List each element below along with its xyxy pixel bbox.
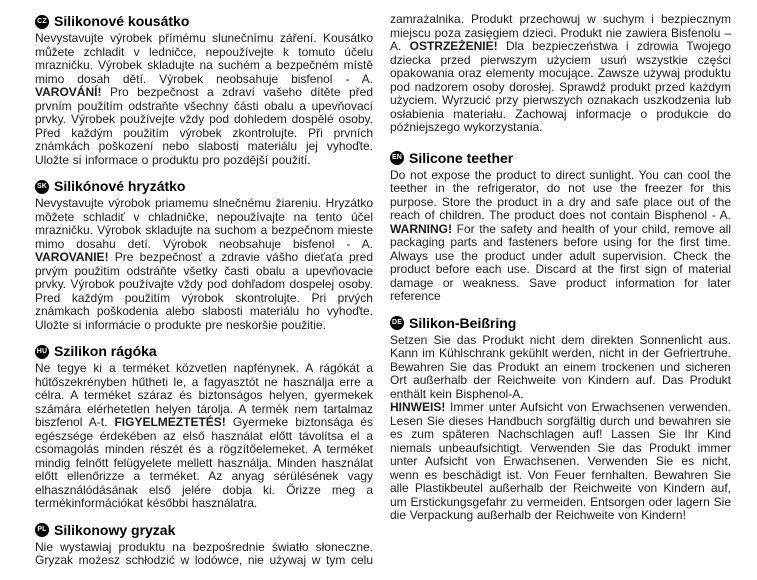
section-pl-title: Silikonowy gryzak bbox=[54, 521, 176, 538]
hu-language-badge-icon: HU bbox=[35, 345, 49, 359]
section-sk bbox=[35, 178, 373, 332]
section-en-heading bbox=[390, 150, 731, 167]
section-cz-title: Silikonové kousátko bbox=[54, 13, 190, 29]
section-de-body-para1: Setzen Sie das Produkt nicht dem direkten Sonnenlicht aus. Kann im Kühlschrank gekühlt werden, nicht in der Gefriertruhe. Bewahren Sie das Produkt an einem trockenen und sicheren Ort außerhalb der Reichweite von Kindern auf. Das Produkt enthält kein Bisphenol-A. bbox=[390, 332, 731, 401]
section-hu-title: Szilikon rágóka bbox=[54, 343, 157, 359]
section-cz-body: Nevystavujte výrobek přímému slunečnímu záření. Kousátko můžete zchladit v ledničce, nepoužívejte k tomuto účelu mrazničku. Výrobek skladujte na suchém a bezpečném místě mimo dosah dětí. Výrobek neobsahuje bisfenol - A. VAROVÁNÍ! Pro bezpečnost a zdraví vašeho dítěte před prvním použitím odstraňte všechny části obalu a upevňovací prvky. Výrobek používejte vždy pod dohledem dospělé osoby. Před každým použitím výrobek zkontrolujte. Při prvních známkách poškození nebo slabosti materiálu jej vyhoďte. Uložte si informace o produktu pro pozdější použití. bbox=[35, 31, 373, 167]
section-de bbox=[390, 315, 731, 523]
section-pl bbox=[35, 522, 373, 568]
section-sk-heading bbox=[35, 178, 373, 195]
section-hu-heading bbox=[35, 343, 373, 360]
section-sk-title: Silikónové hryzátko bbox=[54, 178, 186, 194]
section-pl-body-part1: Nie wystawiaj produktu na bezpośrednie światło słoneczne. Gryzak możesz schłodzić w lodówce, nie używaj w tym celu bbox=[35, 539, 373, 567]
section-en-title: Silicone teether bbox=[409, 149, 514, 166]
section-pl-body-part2: zamrażalnika. Produkt przechowuj w suchym i bezpiecznym miejscu poza zasięgiem dzieci. Produkt nie zawiera Bisfenolu – A. OSTRZEŻENIE! Dla bezpieczeństwa i zdrowia Twojego dziecka przed pierwszym użyciem usuń wszystkie części opakowania oraz elementy mocujące. Zawsze używaj produktu pod nadzorem osoby dorosłej. Sprawdź produkt przed każdym użyciem. Wyrzucić przy pierwszych oznakach uszkodzenia lub osłabienia materiału. Zachowaj informacje o produkcie do późniejszego wykorzystania. bbox=[390, 12, 731, 134]
en-language-badge-icon: EN bbox=[390, 151, 404, 165]
section-hu-body: Ne tegye ki a terméket közvetlen napfénynek. A rágókát a hűtőszekrényben hűtheti le, a fagyasztót ne használja erre a célra. A terméket száraz és biztonságos helyen, gyermekek számára elérhetetlen helyen tárolja. A termék nem tartalmaz biszfenol A-t. FIGYELMEZTETÉS! Gyermeke biztonsága és egészsége érdekében az első használat előtt távolítsa el a csomagolás minden részét és a rögzítőelemeket. A terméket mindig felnőtt felügyelete mellett használja. Minden használat előtt ellenőrizze a terméket. Az anyag sérülésének vagy elhasználódásának első jelére dobja ki. Őrizze meg a termékinformációkat későbbi használatra. bbox=[35, 361, 373, 510]
section-de-heading bbox=[390, 315, 731, 332]
cz-language-badge-icon: CZ bbox=[35, 15, 49, 29]
section-cz bbox=[35, 13, 373, 167]
section-de-title: Silikon-Beißring bbox=[409, 314, 517, 331]
right-column bbox=[390, 13, 731, 572]
left-column bbox=[35, 13, 373, 572]
section-de-body-para2: HINWEIS! Immer unter Aufsicht von Erwachsenen verwenden. Lesen Sie dieses Handbuch sorgfältig durch und bewahren sie es zum späteren Nachschlagen auf! Lassen Sie Ihr Kind niemals unbeaufsichtigt. Verwenden Sie das Produkt immer unter Aufsicht von Erwachsenen. Verwenden Sie es nicht, wenn es beschädigt ist. Von Feuer fernhalten. Bewahren Sie alle Plastikbeutel außerhalb der Reichweite von Kindern auf, um Erstickungsgefahr zu vermeiden. Entsorgen oder lagern Sie die Verpackung außerhalb der Reichweite von Kindern! bbox=[390, 400, 731, 522]
section-sk-body: Nevystavujte výrobok priamemu slnečnému žiareniu. Hryzátko môžete schladiť v chladničke, nepoužívajte na tento účel mrazničku. Výrobok skladujte na suchom a bezpečnom mieste mimo dosahu detí. Výrobok neobsahuje bisfenol - A. VAROVANIE! Pre bezpečnosť a zdravie vášho dieťaťa pred prvým použitím odstráňte všetky časti obalu a upevňovacie prvky. Výrobok používajte vždy pod dohľadom dospelej osoby. Pred každým použitím výrobok skontrolujte. Pri prvých známkach poškodenia alebo slabosti materiálu ho vyhoďte. Uložte si informácie o produkte pre neskoršie použitie. bbox=[35, 196, 373, 332]
section-hu bbox=[35, 343, 373, 511]
de-language-badge-icon: DE bbox=[390, 316, 404, 330]
sk-language-badge-icon: SK bbox=[35, 180, 49, 194]
section-en bbox=[390, 150, 731, 304]
pl-language-badge-icon: PL bbox=[35, 523, 49, 537]
section-en-body: Do not expose the product to direct sunlight. You can cool the teether in the refrigerator, do not use the freezer for this purpose. Store the product in a dry and safe place out of the reach of children. The product does not contain Bisphenol - A. WARNING! For the safety and health of your child, remove all packaging parts and fasteners before using for the first time. Always use the product under adult supervision. Check the product before each use. Discard at the first sign of material damage or weakness. Save product information for later reference bbox=[390, 167, 731, 303]
section-cz-heading bbox=[35, 13, 373, 30]
section-pl-heading bbox=[35, 522, 373, 539]
